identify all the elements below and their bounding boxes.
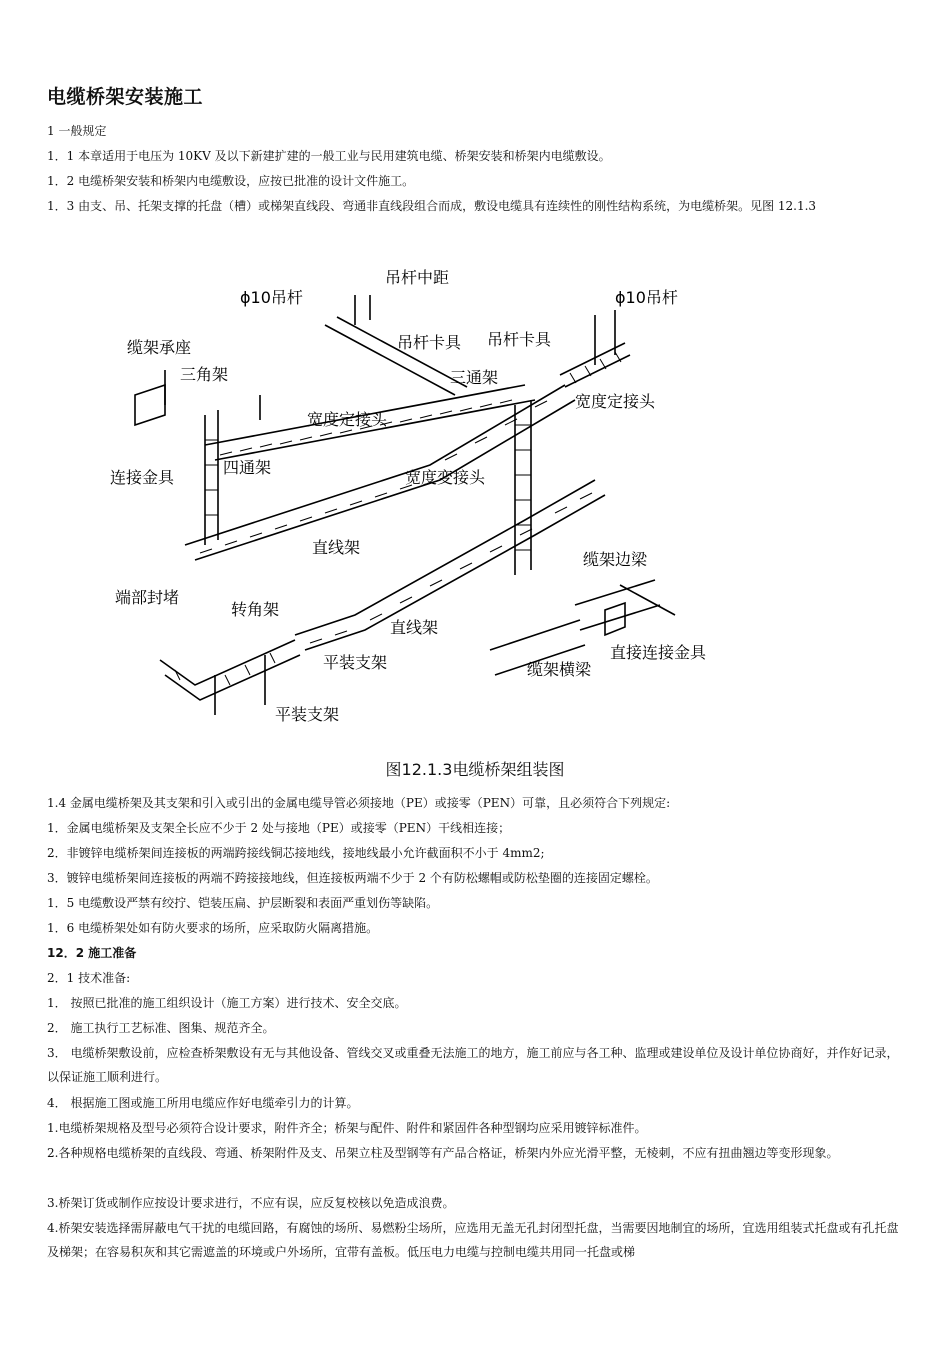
label-connector: 连接金具 [110, 468, 175, 487]
label-rod-spacing: 吊杆中距 [385, 268, 450, 287]
cable-tray-drawing [95, 255, 795, 785]
label-rod-clamp: 吊杆卡具 [487, 330, 552, 349]
label-tray-seat: 缆架承座 [127, 338, 192, 357]
paragraph: 1.4 金属电缆桥架及其支架和引入或引出的金属电缆导管必须接地（PE）或接零（PEN）可靠，且必须符合下列规定: [47, 796, 671, 810]
label-side-beam: 缆架边梁 [583, 550, 648, 569]
paragraph: 1．6 电缆桥架处如有防火要求的场所，应采取防火隔离措施。 [47, 921, 379, 935]
label-cross: 四通架 [223, 458, 272, 477]
list-item: 3.桥架订货或制作应按设计要求进行，不应有误，应反复校核以免造成浪费。 [47, 1196, 455, 1210]
label-corner: 转角架 [231, 600, 280, 619]
list-item: 1.电缆桥架规格及型号必须符合设计要求，附件齐全；桥架与配件、附件和紧固件各种型钢均应采用镀锌标准件。 [47, 1121, 647, 1135]
figure-caption: 图12.1.3电缆桥架组装图 [385, 760, 565, 779]
list-item: 3． 电缆桥架敷设前，应检查桥架敷设有无与其他设备、管线交叉或重叠无法施工的地方，施工前应与各工种、监理或建设单位及设计单位协商好，并作好记录，以保证施工顺利进行。 [47, 1046, 899, 1084]
list-item: 4.桥架安装选择需屏蔽电气干扰的电缆回路，有腐蚀的场所、易燃粉尘场所，应选用无盖无孔封闭型托盘，当需要因地制宜的场所，宜选用组装式托盘或有孔托盘及梯架；在容易积灰和其它需遮盖的环境或户外场所，宜带有盖板。低压电力电缆与控制电缆共用同一托盘或梯 [47, 1221, 899, 1259]
list-item: 3．镀锌电缆桥架间连接板的两端不跨接接地线，但连接板两端不少于 2 个有防松螺帽或防松垫圈的连接固定螺栓。 [47, 871, 658, 885]
paragraph: 2．1 技术准备: [47, 971, 131, 985]
list-item: 2．非镀锌电缆桥架间连接板的两端跨接线铜芯接地线，接地线最小允许截面积不小于 4mm2; [47, 846, 545, 860]
page-title: 电缆桥架安装施工 [47, 86, 204, 108]
label-straight: 直线架 [312, 538, 361, 557]
paragraph: 1．5 电缆敷设严禁有绞拧、铠装压扁、护层断裂和表面严重划伤等缺陷。 [47, 896, 439, 910]
label-flat-bracket: 平装支架 [323, 653, 388, 672]
paragraph: 1．2 电缆桥架安装和桥架内电缆敷设，应按已批准的设计文件施工。 [47, 174, 415, 188]
label-end-cap: 端部封堵 [115, 588, 180, 607]
label-tee: 三通架 [450, 368, 499, 387]
paragraph: 1．3 由支、吊、托架支撑的托盘（槽）或梯架直线段、弯通非直线段组合而成，敷设电缆具有连续性的刚性结构系统，为电缆桥架。见图 12.1.3 [47, 199, 817, 213]
list-item: 2.各种规格电缆桥架的直线段、弯通、桥架附件及支、吊架立柱及型钢等有产品合格证，桥架内外应光滑平整，无棱刺，不应有扭曲翘边等变形现象。 [47, 1146, 839, 1160]
list-item: 1． 按照已批准的施工组织设计（施工方案）进行技术、安全交底。 [47, 996, 407, 1010]
list-item: 1．金属电缆桥架及支架全长应不少于 2 处与接地（PE）或接零（PEN）干线相连接； [47, 821, 511, 835]
label-rod-clamp: 吊杆卡具 [397, 333, 462, 352]
list-item: 4． 根据施工图或施工所用电缆应作好电缆牵引力的计算。 [47, 1096, 359, 1110]
label-triangle: 三角架 [180, 365, 229, 384]
label-straight: 直线架 [390, 618, 439, 637]
label-width-joint-fixed: 宽度定接头 [307, 410, 388, 429]
label-direct-connector: 直接连接金具 [610, 643, 707, 662]
section-heading: 12．2 施工准备 [47, 946, 137, 960]
label-rod-right: ϕ10吊杆 [615, 288, 678, 307]
label-cross-beam: 缆架横梁 [527, 660, 592, 679]
cable-tray-assembly-figure [95, 255, 795, 785]
section-heading: 1 一般规定 [47, 124, 107, 138]
paragraph: 1．1 本章适用于电压为 10KV 及以下新建扩建的一般工业与民用建筑电缆、桥架安装和桥架内电缆敷设。 [47, 149, 611, 163]
label-width-joint-fixed: 宽度定接头 [575, 392, 656, 411]
label-rod-left: ϕ10吊杆 [240, 288, 303, 307]
list-item: 2． 施工执行工艺标准、图集、规范齐全。 [47, 1021, 275, 1035]
label-width-joint-var: 宽度变接头 [405, 468, 486, 487]
label-flat-bracket: 平装支架 [275, 705, 340, 724]
